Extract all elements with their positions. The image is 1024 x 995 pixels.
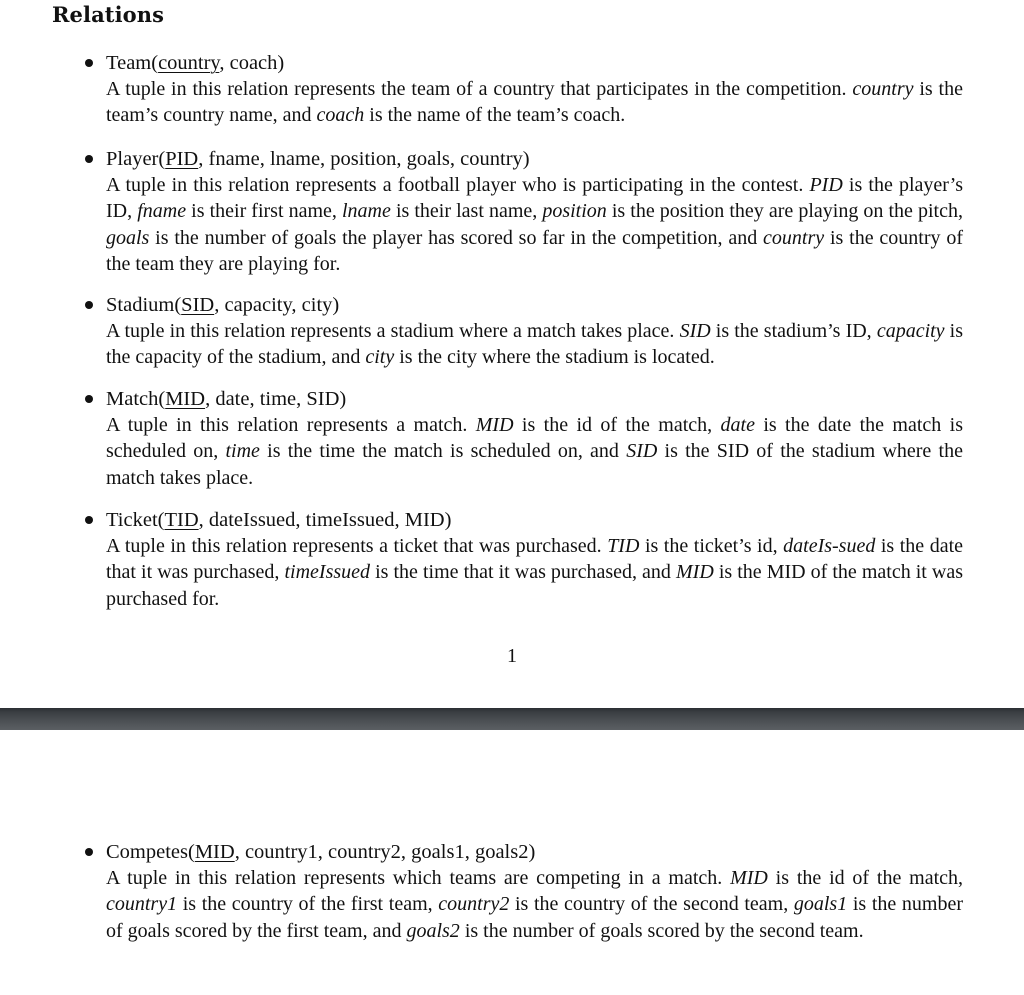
relation-name: Ticket [106, 509, 158, 531]
section-heading: Relations [52, 2, 165, 27]
relation-name: Stadium [106, 294, 175, 316]
relation-description [106, 865, 963, 944]
relation-description [106, 172, 963, 278]
attribute-term: dateIs-sued [783, 535, 876, 557]
description-text: is their first name, [186, 200, 342, 223]
description-text: is the ticket’s id, [639, 535, 784, 557]
primary-key: SID [181, 294, 215, 316]
description-text: is the date the match is scheduled on, [106, 414, 963, 463]
attribute-term: country2 [438, 893, 510, 916]
primary-key: PID [165, 148, 199, 170]
attribute-term: coach [316, 104, 365, 127]
description-text: is the number of goals the player has scored so far in the competition, and [149, 226, 764, 249]
relation-description [106, 76, 963, 129]
bullet-icon [85, 395, 93, 403]
attribute-term: goals1 [793, 893, 848, 916]
relation-signature: Ticket(TID, dateIssued, timeIssued, MID) [106, 509, 452, 531]
attribute-term: country1 [106, 893, 178, 916]
attribute-term: capacity [876, 320, 945, 342]
relation-description [106, 318, 963, 371]
page-separator [0, 708, 1024, 730]
document-page-2 [0, 730, 1024, 995]
bullet-icon [85, 59, 93, 67]
description-text: is the country of the first team, [177, 893, 439, 916]
bullet-icon [85, 301, 93, 309]
description-text: A tuple in this relation represents a match. [106, 414, 476, 436]
bullet-icon [85, 848, 93, 856]
description-text: is the position they are playing on the pitch, [606, 200, 963, 223]
primary-key: MID [194, 841, 235, 863]
relation-name: Match [106, 388, 159, 410]
relation-signature: Player(PID, fname, lname, position, goals, country) [106, 148, 530, 170]
attribute-term: date [720, 414, 755, 436]
attribute-term: goals [106, 226, 150, 249]
description-text: is the number of goals scored by the second team. [459, 919, 864, 942]
attribute-term: fname [137, 200, 187, 223]
attribute-term: MID [676, 561, 714, 584]
description-text: is the id of the match, [513, 414, 721, 436]
description-text: A tuple in this relation represents a stadium where a match takes place. [106, 320, 680, 342]
description-text: is the team’s country name, and [106, 78, 963, 127]
description-text: A tuple in this relation represents a football player who is participating in the contest. [106, 174, 810, 196]
relation-description [106, 412, 963, 491]
description-text: is the id of the match, [767, 867, 964, 889]
description-text: is the MID of the match it was purchased for. [106, 561, 964, 610]
relation-signature: Competes(MID, country1, country2, goals1, goals2) [106, 841, 536, 863]
attribute-term: position [542, 200, 607, 223]
description-text: is their last name, [390, 200, 543, 223]
relation-signature: Stadium(SID, capacity, city) [106, 294, 340, 316]
primary-key: TID [164, 509, 199, 531]
description-text: A tuple in this relation represents a ticket that was purchased. [106, 535, 608, 557]
attribute-term: time [225, 440, 260, 463]
relation-signature: Match(MID, date, time, SID) [106, 388, 347, 410]
description-text: A tuple in this relation represents the team of a country that participates in the competition. [106, 78, 853, 100]
description-text: is the country of the team they are playing for. [106, 226, 963, 276]
attribute-term: MID [730, 867, 768, 889]
attribute-term: goals2 [406, 919, 460, 942]
description-text: is the date that it was purchased, [106, 535, 963, 584]
attribute-term: city [365, 346, 395, 369]
description-text: A tuple in this relation represents which teams are competing in a match. [106, 867, 731, 889]
description-text: is the time the match is scheduled on, and [259, 440, 627, 463]
description-text: is the number of goals scored by the first team, and [106, 893, 963, 942]
attribute-term: SID [626, 440, 658, 463]
attribute-term: lname [341, 200, 391, 223]
relation-name: Player [106, 148, 159, 170]
attribute-term: SID [679, 320, 711, 342]
description-text: is the city where the stadium is located. [394, 346, 715, 369]
description-text: is the stadium’s ID, [710, 320, 877, 342]
description-text: is the country of the second team, [509, 893, 794, 916]
relation-name: Competes [106, 841, 188, 863]
description-text: is the capacity of the stadium, and [106, 320, 964, 369]
bullet-icon [85, 155, 93, 163]
primary-key: MID [165, 388, 206, 410]
attribute-term: TID [607, 535, 640, 557]
description-text: is the player’s ID, [106, 174, 963, 223]
relation-name: Team [106, 52, 152, 74]
attribute-term: timeIssued [284, 561, 371, 584]
description-text: is the name of the team’s coach. [364, 104, 626, 127]
attribute-term: country [852, 78, 914, 100]
relation-description [106, 533, 963, 612]
attribute-term: PID [809, 174, 843, 196]
attribute-term: country [763, 226, 825, 249]
bullet-icon [85, 516, 93, 524]
description-text: is the time that it was purchased, and [370, 561, 676, 584]
page-number: 1 [507, 645, 517, 667]
attribute-term: MID [475, 414, 514, 436]
description-text: is the SID of the stadium where the match takes place. [106, 440, 963, 489]
relation-signature: Team(country, coach) [106, 52, 285, 74]
primary-key: country [158, 52, 220, 74]
